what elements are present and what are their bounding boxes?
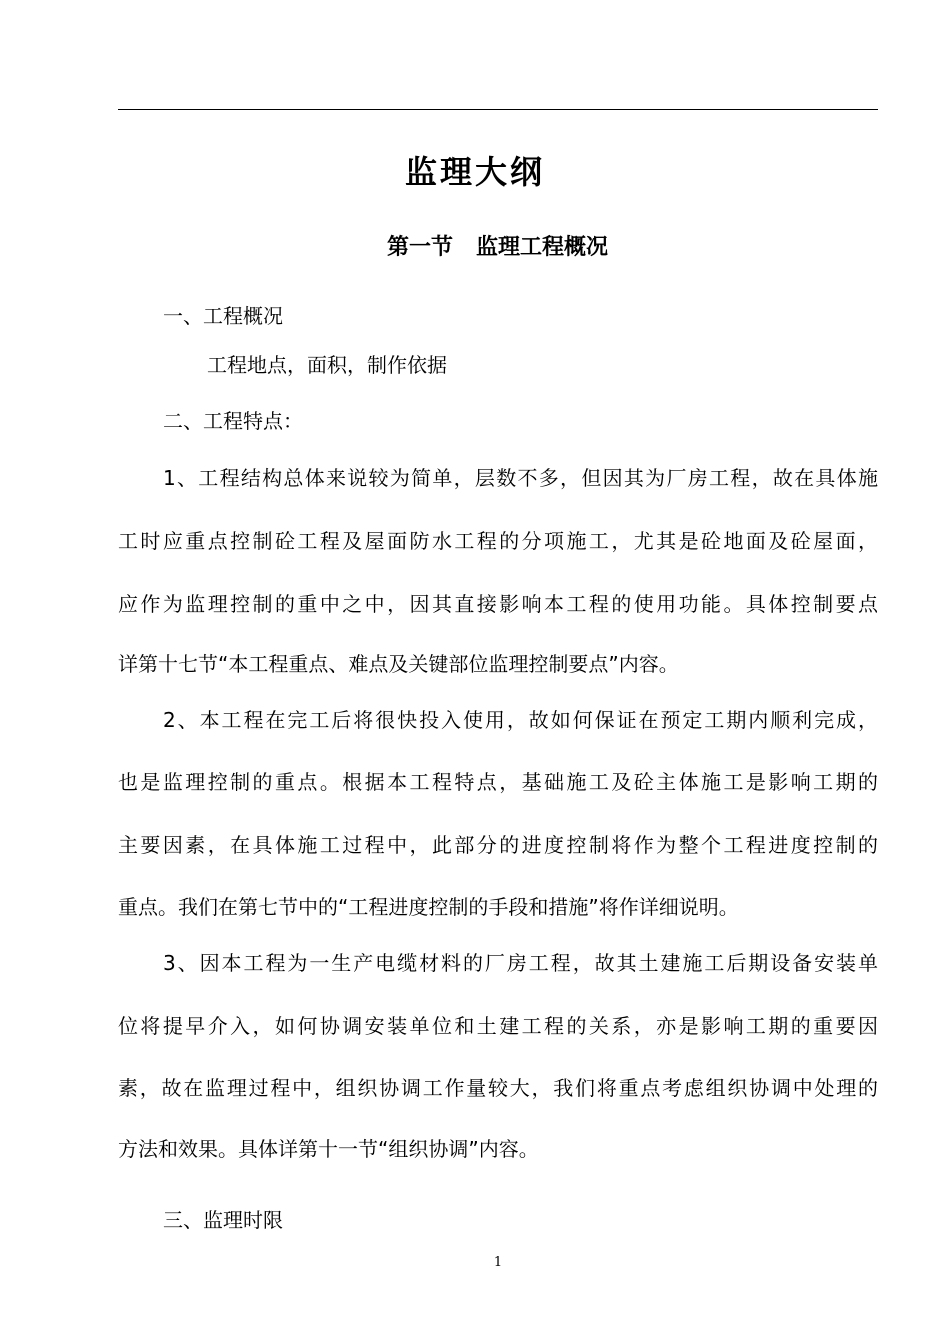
paragraph-line: 工时应重点控制砼工程及屋面防水工程的分项施工，尤其是砼地面及砼屋面， [118, 529, 878, 553]
paragraph-line: 1、工程结构总体来说较为简单，层数不多，但因其为厂房工程，故在具体施 [163, 466, 878, 490]
paragraph-line: 2、本工程在完工后将很快投入使用，故如何保证在预定工期内顺利完成， [163, 708, 878, 732]
paragraph-line: 也是监理控制的重点。根据本工程特点，基础施工及砼主体施工是影响工期的 [118, 770, 878, 794]
paragraph-line: 位将提早介入，如何协调安装单位和土建工程的关系，亦是影响工期的重要因 [118, 1014, 878, 1038]
project-overview-detail: 工程地点，面积，制作依据 [207, 353, 447, 377]
paragraph-line: 3、因本工程为一生产电缆材料的厂房工程，故其土建施工后期设备安装单 [163, 951, 878, 975]
paragraph-line: 应作为监理控制的重中之中，因其直接影响本工程的使用功能。具体控制要点 [118, 592, 878, 616]
paragraph-line: 方法和效果。具体详第十一节“组织协调”内容。 [118, 1137, 539, 1161]
section-title: 第一节 监理工程概况 [387, 235, 608, 260]
document-title: 监理大纲 [404, 153, 545, 191]
page-number: 1 [493, 1255, 503, 1270]
heading-project-overview: 一、工程概况 [163, 304, 283, 328]
header-rule [118, 109, 878, 110]
heading-supervision-period: 三、监理时限 [163, 1208, 283, 1232]
paragraph-line: 重点。我们在第七节中的“工程进度控制的手段和措施”将作详细说明。 [118, 895, 739, 919]
paragraph-line: 主要因素，在具体施工过程中，此部分的进度控制将作为整个工程进度控制的 [118, 833, 878, 857]
heading-project-features: 二、工程特点： [163, 409, 303, 433]
paragraph-line: 详第十七节“本工程重点、难点及关键部位监理控制要点”内容。 [118, 652, 679, 676]
paragraph-line: 素，故在监理过程中，组织协调工作量较大，我们将重点考虑组织协调中处理的 [118, 1076, 878, 1100]
